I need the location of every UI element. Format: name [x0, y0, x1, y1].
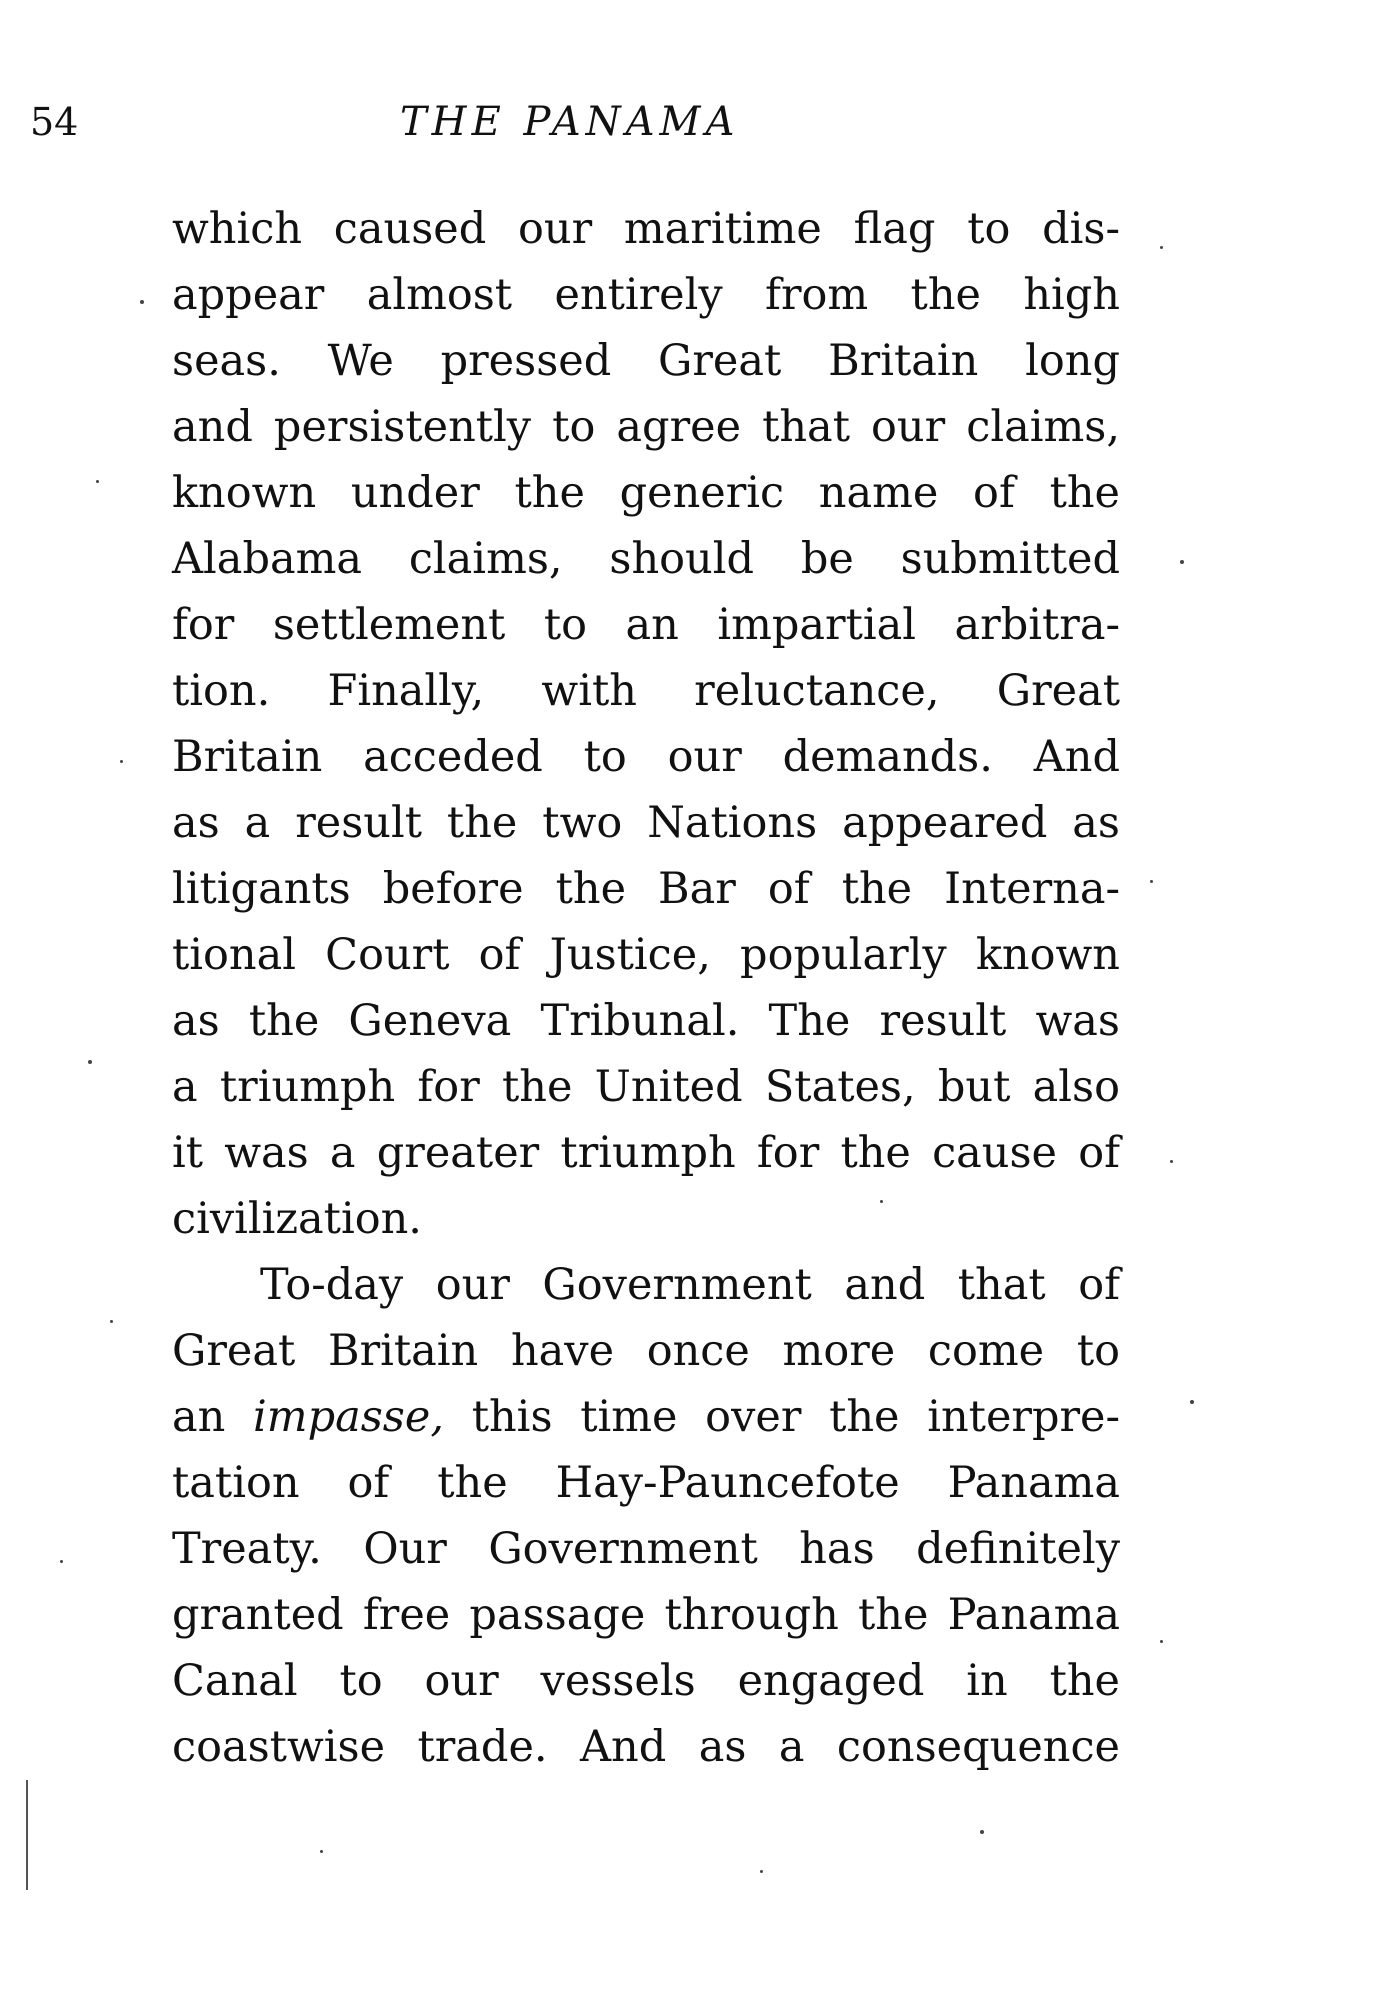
paper-speck [1190, 1400, 1194, 1404]
running-title: THE PANAMA [400, 99, 740, 145]
paper-speck [980, 1830, 984, 1834]
paper-speck [120, 760, 123, 763]
text-line: To-day our Government and that of [260, 1260, 1120, 1310]
text-line: which caused our maritime flag to dis- [172, 204, 1120, 254]
text-line [172, 1384, 1120, 1450]
paper-speck [320, 1850, 323, 1853]
paragraph-2 [172, 1252, 1120, 1780]
paper-speck [88, 1060, 92, 1064]
text-line: tion. Finally, with reluctance, Great [172, 666, 1120, 716]
text-line: known under the generic name of the [172, 468, 1120, 518]
paper-speck [1170, 1160, 1173, 1163]
text-segment: an [172, 1392, 254, 1442]
text-line: Britain acceded to our demands. And [172, 732, 1120, 782]
paper-speck [96, 480, 99, 483]
paper-speck [1160, 246, 1163, 249]
text-line: Alabama claims, should be submitted [172, 534, 1120, 584]
text-line: coastwise trade. And as a consequence [172, 1722, 1120, 1772]
paragraph-1 [172, 196, 1120, 1252]
paper-speck [1150, 880, 1153, 883]
text-line: litigants before the Bar of the Interna- [172, 864, 1120, 914]
paper-speck [140, 300, 144, 304]
body-text [172, 196, 1120, 1780]
text-line: tional Court of Justice, popularly known [172, 930, 1120, 980]
paper-speck [110, 1320, 113, 1323]
running-head [0, 92, 1400, 152]
text-line: and persistently to agree that our claims, [172, 402, 1120, 452]
text-line: granted free passage through the Panama [172, 1590, 1120, 1640]
text-line: Canal to our vessels engaged in the [172, 1656, 1120, 1706]
paper-speck [1160, 1640, 1163, 1643]
text-line: seas. We pressed Great Britain long [172, 336, 1120, 386]
paper-speck [60, 1560, 63, 1563]
text-line: a triumph for the United States, but also [172, 1062, 1120, 1112]
italic-term: impasse, [253, 1392, 444, 1442]
text-line: as a result the two Nations appeared as [172, 798, 1120, 848]
paper-speck [880, 1200, 883, 1203]
text-line: for settlement to an impartial arbitra- [172, 600, 1120, 650]
paper-speck [760, 1870, 763, 1873]
text-line: civilization. [172, 1194, 422, 1244]
text-segment: this time over the interpre- [444, 1392, 1121, 1442]
paper-speck [1180, 560, 1184, 564]
text-line: as the Geneva Tribunal. The result was [172, 996, 1120, 1046]
text-line: Great Britain have once more come to [172, 1326, 1120, 1376]
page-number: 54 [30, 100, 79, 144]
text-line: Treaty. Our Government has definitely [172, 1524, 1120, 1574]
margin-rule [26, 1780, 28, 1890]
text-line: tation of the Hay-Pauncefote Panama [172, 1458, 1120, 1508]
text-line: it was a greater triumph for the cause of [172, 1128, 1120, 1178]
text-line: appear almost entirely from the high [172, 270, 1120, 320]
